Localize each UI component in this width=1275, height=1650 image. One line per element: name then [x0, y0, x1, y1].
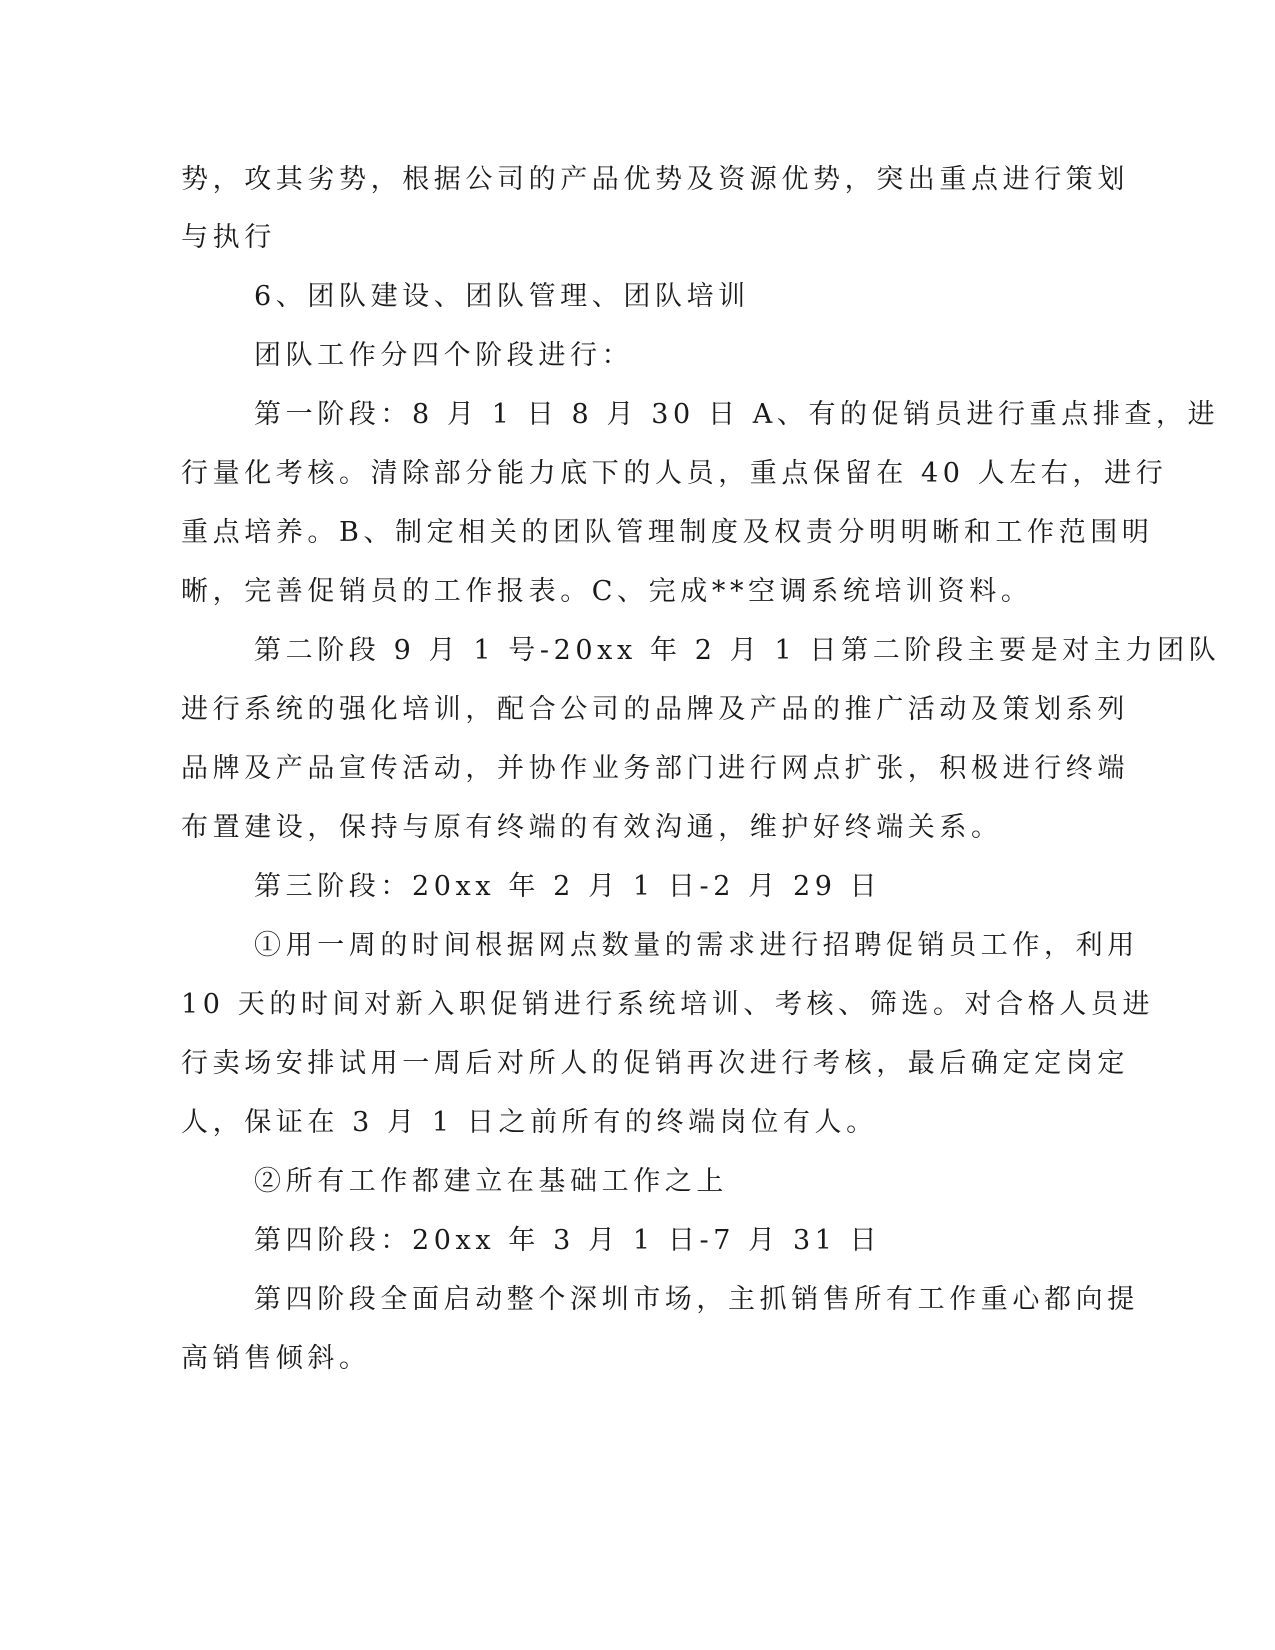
section-heading: 6、团队建设、团队管理、团队培训	[254, 281, 750, 312]
paragraph-line: ①用一周的时间根据网点数量的需求进行招聘促销员工作，利用	[254, 930, 1139, 961]
paragraph-line: 与执行	[181, 222, 276, 253]
paragraph-line: 第四阶段：20xx 年 3 月 1 日-7 月 31 日	[254, 1225, 882, 1256]
paragraph-line: 进行系统的强化培训，配合公司的品牌及产品的推广活动及策划系列	[181, 694, 1129, 725]
paragraph-line: 高销售倾斜。	[181, 1343, 371, 1374]
paragraph-line: 人，保证在 3 月 1 日之前所有的终端岗位有人。	[181, 1107, 878, 1138]
paragraph-line: 第三阶段：20xx 年 2 月 1 日-2 月 29 日	[254, 871, 882, 902]
paragraph-line: 行卖场安排试用一周后对所人的促销再次进行考核，最后确定定岗定	[181, 1048, 1129, 1079]
paragraph-line: 10 天的时间对新入职促销进行系统培训、考核、筛选。对合格人员进	[181, 989, 1155, 1020]
paragraph-line: 布置建设，保持与原有终端的有效沟通，维护好终端关系。	[181, 812, 1003, 843]
paragraph-line: 晰，完善促销员的工作报表。C、完成**空调系统培训资料。	[181, 576, 1033, 607]
paragraph-line: 行量化考核。清除部分能力底下的人员，重点保留在 40 人左右，进行	[181, 458, 1168, 489]
paragraph-line: 品牌及产品宣传活动，并协作业务部门进行网点扩张，积极进行终端	[181, 753, 1129, 784]
paragraph-line: 第四阶段全面启动整个深圳市场，主抓销售所有工作重心都向提	[254, 1284, 1139, 1315]
paragraph-line: 团队工作分四个阶段进行：	[254, 340, 634, 371]
paragraph-line: 势，攻其劣势，根据公司的产品优势及资源优势，突出重点进行策划	[181, 164, 1129, 195]
paragraph-line: 第二阶段 9 月 1 号-20xx 年 2 月 1 日第二阶段主要是对主力团队	[254, 635, 1221, 666]
paragraph-line: ②所有工作都建立在基础工作之上	[254, 1166, 728, 1197]
paragraph-line: 重点培养。B、制定相关的团队管理制度及权责分明明晰和工作范围明	[181, 517, 1154, 548]
paragraph-line: 第一阶段：8 月 1 日 8 月 30 日 A、有的促销员进行重点排查，进	[254, 399, 1220, 430]
